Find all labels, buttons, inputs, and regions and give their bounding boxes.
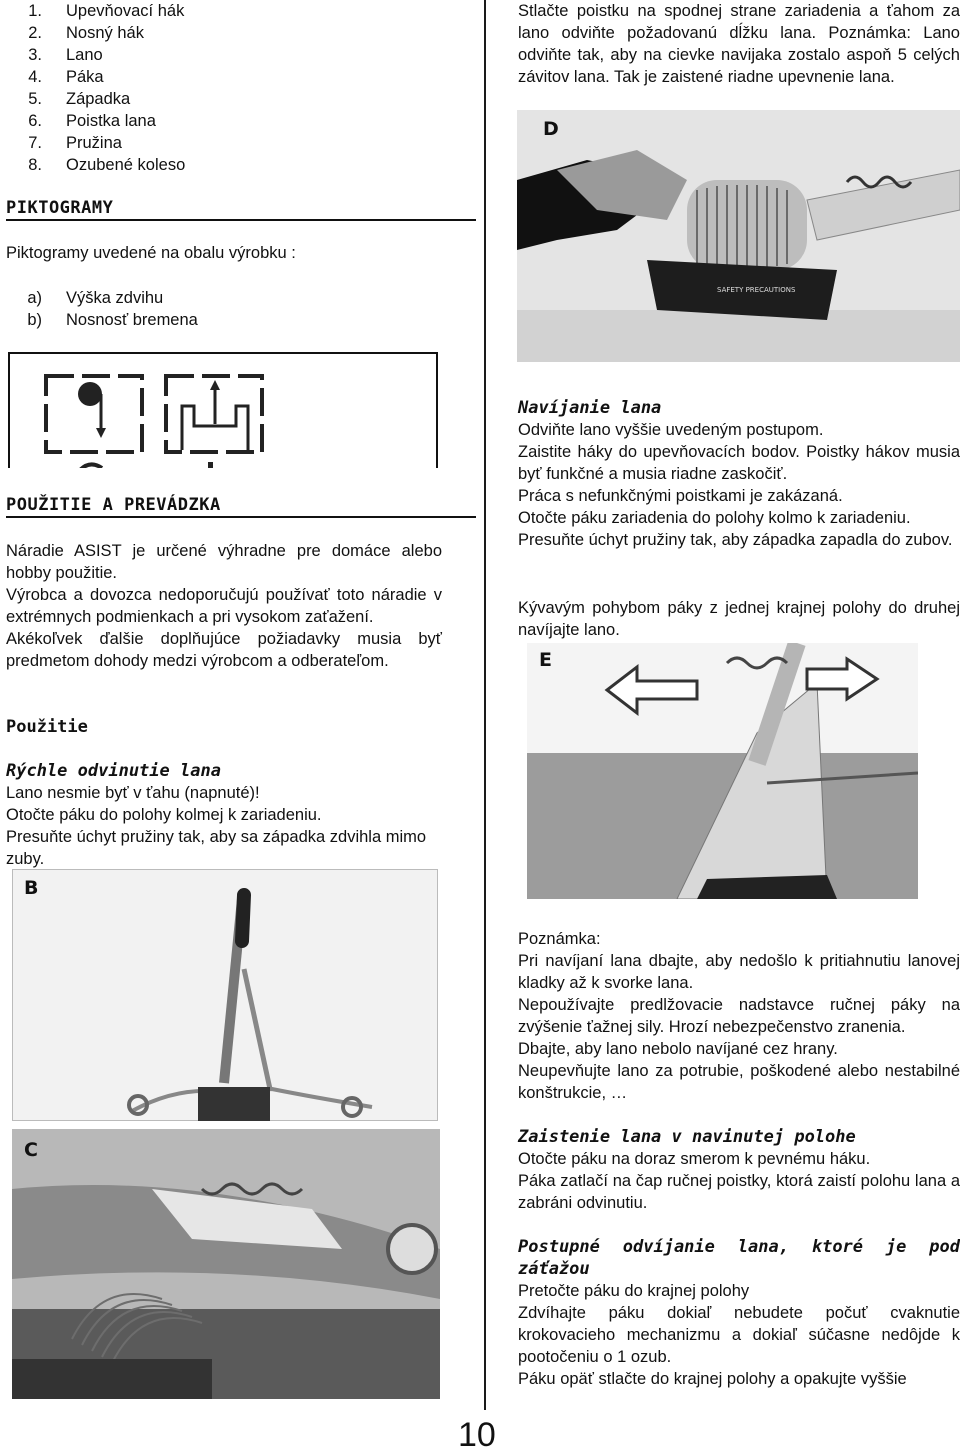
- parts-list: [0, 0, 470, 176]
- photo-e: [527, 643, 918, 899]
- lock-rope-text: [518, 1148, 960, 1214]
- winch-closeup-illustration: [12, 1129, 440, 1399]
- paragraph: Presuňte úchyt pružiny tak, aby sa západka zdvihla mimo zuby.: [6, 828, 427, 868]
- winding-text: [518, 419, 960, 551]
- winding-title: Navíjanie lana: [518, 398, 662, 418]
- label-text: SAFETY PRECAUTIONS: [717, 286, 796, 294]
- list-item: 5. Západka: [28, 90, 131, 108]
- paragraph: Náradie ASIST je určené výhradne pre domáce alebo hobby použitie.: [6, 542, 442, 582]
- paragraph: Lano nesmie byť v ťahu (napnuté)!: [6, 784, 260, 802]
- usage-heading: POUŽITIE A PREVÁDZKA: [6, 494, 476, 518]
- pictogram-list: [0, 287, 470, 331]
- note-label: Poznámka:: [518, 930, 601, 948]
- paragraph: Otočte páku na doraz smerom k pevnému háku.: [518, 1150, 871, 1168]
- paragraph: Zdvíhajte páku dokiaľ nebudete počuť cvaknutie krokovacieho mechanizmu a dokiaľ súčasne nedôjde k pootočeniu o 1 ozub.: [518, 1304, 960, 1366]
- list-item: b) Nosnosť bremena: [27, 311, 198, 329]
- quick-unwind-text: [6, 782, 446, 870]
- list-item: 6. Poistka lana: [28, 112, 156, 130]
- paragraph: Pretočte páku do krajnej polohy: [518, 1282, 750, 1300]
- pictograms-heading: PIKTOGRAMY: [6, 197, 476, 221]
- list-item: 4. Páka: [28, 68, 104, 86]
- unwinding-hand-illustration: [517, 110, 960, 362]
- paragraph: Nepoužívajte predlžovacie nadstavce ručnej páky na zvýšenie ťažnej sily. Hrozí nebezpečenstvo zranenia.: [518, 996, 960, 1036]
- photo-letter: B: [24, 877, 39, 899]
- note-text: [518, 950, 960, 1104]
- page-number: 10: [458, 1416, 496, 1454]
- photo-d: [517, 110, 960, 362]
- paragraph: Páka zatlačí na čap ručnej poistky, ktorá zaistí polohu lana a zabráni odvinutiu.: [518, 1172, 960, 1212]
- paragraph: Otočte páku zariadenia do polohy kolmo k zariadeniu.: [518, 509, 911, 527]
- paragraph: Zaistite háky do upevňovacích bodov. Poistky hákov musia byť funkčné a musia riadne zaskočiť.: [518, 443, 960, 483]
- paragraph: Akékoľvek ďalšie doplňujúce požiadavky musia byť predmetom dohody medzi výrobcom a odberateľom.: [6, 630, 442, 670]
- photo-b: [12, 869, 438, 1121]
- column-divider: [484, 0, 486, 1410]
- lever-motion-illustration: [527, 643, 918, 899]
- list-item: 7. Pružina: [28, 134, 122, 152]
- gradual-unwind-title: Postupné odvíjanie lana, ktoré je pod záťažou: [518, 1237, 960, 1279]
- list-item: 1. Upevňovací hák: [28, 2, 185, 20]
- unwind-note-text: Stlačte poistku na spodnej strane zariadenia a ťahom za lano odviňte požadovanú dĺžku lana. Poznámka: Lano odviňte tak, aby na cievke navijaka zostalo aspoň 5 celých závitov lana. Tak je zaistené riadne upevnenie lana.: [518, 2, 960, 86]
- quick-unwind-title: Rýchle odvinutie lana: [6, 761, 221, 781]
- pictogram-image: [8, 352, 438, 468]
- lock-rope-title: Zaistenie lana v navinutej polohe: [518, 1127, 856, 1147]
- list-item: a) Výška zdvihu: [27, 289, 164, 307]
- paragraph: Výrobca a dovozca nedoporučujú používať toto náradie v extrémnych podmienkach a pri vysokom zaťažení.: [6, 586, 442, 626]
- paragraph: Práca s nefunkčnými poistkami je zakázaná.: [518, 487, 843, 505]
- paragraph: Otočte páku do polohy kolmej k zariadeniu.: [6, 806, 322, 824]
- hand-winch-illustration: [12, 869, 438, 1121]
- paragraph: Dbajte, aby lano nebolo navíjané cez hrany.: [518, 1040, 838, 1058]
- gradual-unwind-text: [518, 1280, 960, 1390]
- photo-letter: D: [543, 118, 559, 140]
- pictograms-intro: Piktogramy uvedené na obalu výrobku :: [6, 244, 296, 262]
- paragraph: Neupevňujte lano za potrubie, poškodené alebo nestabilné konštrukcie, …: [518, 1062, 960, 1102]
- photo-c: [12, 1129, 440, 1399]
- paragraph: Páku opäť stlačte do krajnej polohy a opakujte vyššie: [518, 1370, 907, 1388]
- list-item: 3. Lano: [28, 46, 103, 64]
- winding-after-text: Kývavým pohybom páky z jednej krajnej polohy do druhej navíjajte lano.: [518, 599, 960, 639]
- paragraph: Presuňte úchyt pružiny tak, aby západka zapadla do zubov.: [518, 531, 953, 549]
- usage-subheading: Použitie: [6, 717, 88, 737]
- usage-text: [6, 540, 442, 672]
- photo-letter: C: [24, 1139, 38, 1161]
- photo-letter: E: [539, 649, 552, 671]
- list-item: 2. Nosný hák: [28, 24, 144, 42]
- paragraph: Pri navíjaní lana dbajte, aby nedošlo k pritiahnutiu lanovej kladky až k svorke lana.: [518, 952, 960, 992]
- list-item: 8. Ozubené koleso: [28, 156, 186, 174]
- pictogram-lifting-height-icon: [10, 354, 438, 468]
- paragraph: Odviňte lano vyššie uvedeným postupom.: [518, 421, 824, 439]
